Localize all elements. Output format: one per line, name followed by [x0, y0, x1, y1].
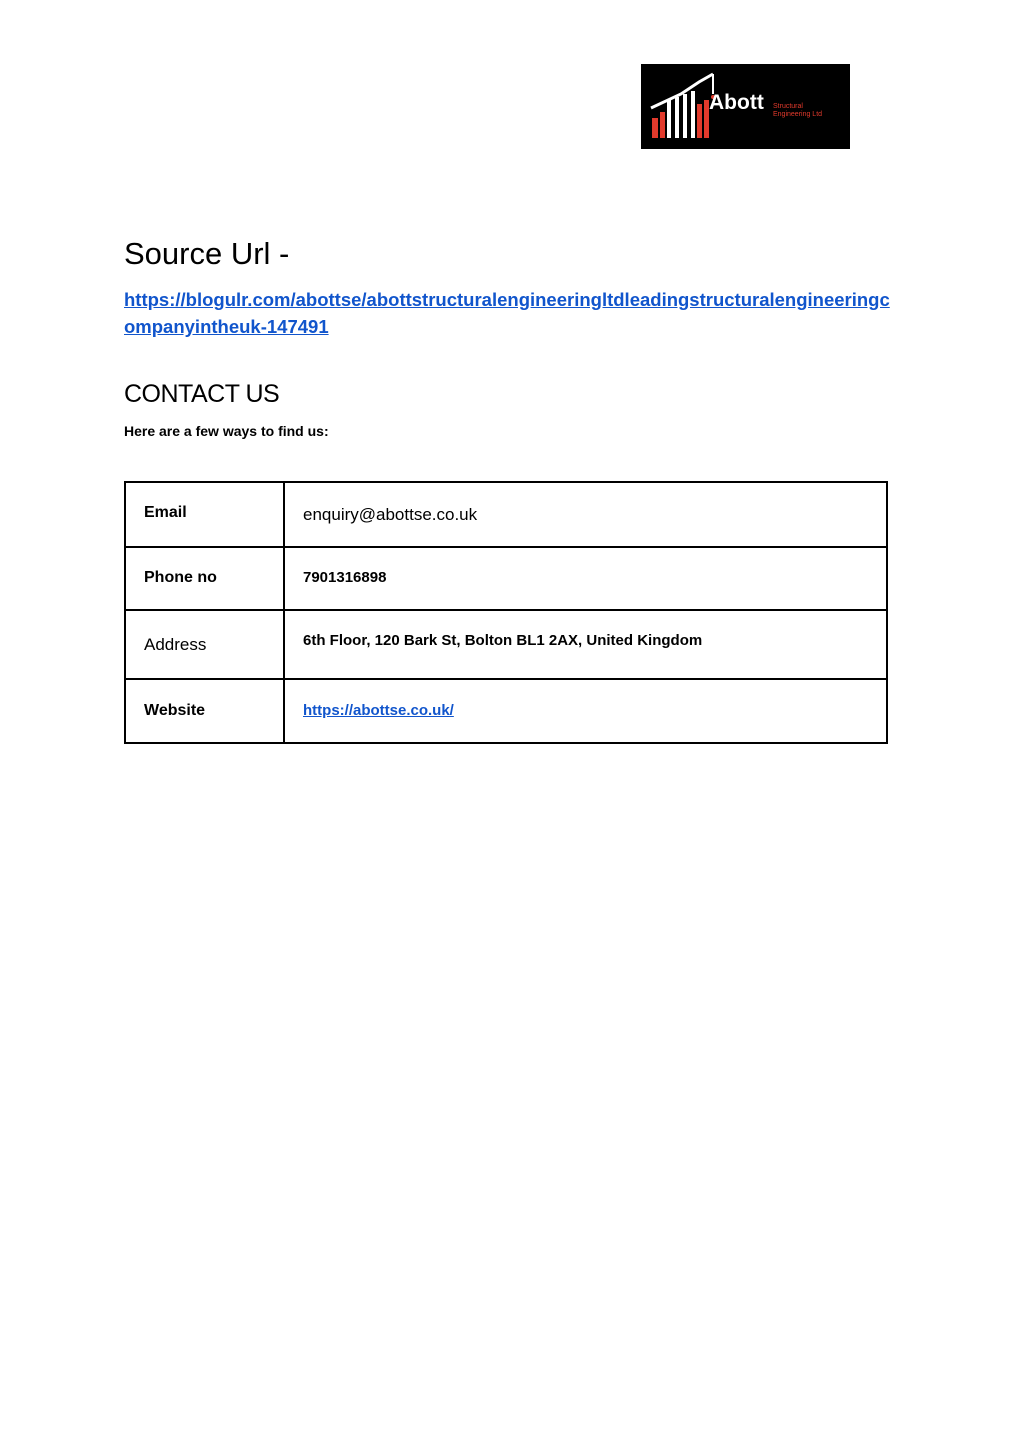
contact-subheading: Here are a few ways to find us: — [124, 423, 329, 439]
phone-value-cell — [284, 547, 887, 610]
source-url-link[interactable]: https://blogulr.com/abottse/abottstructuralengineeringltdleadingstructuralengineeringcompanyintheuk-147491 — [124, 289, 890, 337]
website-label-cell — [125, 679, 284, 743]
address-label: Address — [144, 635, 207, 654]
table-row — [125, 679, 887, 743]
table-row — [125, 610, 887, 679]
website-value-cell — [284, 679, 887, 743]
company-logo — [641, 64, 850, 149]
contact-heading: CONTACT US — [124, 380, 280, 408]
logo-tagline-line1: Structural — [773, 103, 803, 110]
logo-tagline-line2: Engineering Ltd — [773, 111, 823, 118]
address-value-cell — [284, 610, 887, 679]
address-value: 6th Floor, 120 Bark St, Bolton BL1 2AX, United Kingdom — [303, 632, 703, 649]
website-label: Website — [144, 702, 206, 719]
email-label-cell — [125, 482, 284, 547]
email-value-cell — [284, 482, 887, 547]
email-value[interactable]: enquiry@abottse.co.uk — [303, 505, 478, 524]
phone-label: Phone no — [144, 569, 217, 586]
email-label: Email — [144, 504, 187, 521]
website-link[interactable]: https://abottse.co.uk/ — [303, 702, 454, 719]
table-row — [125, 482, 887, 547]
logo-tagline — [773, 103, 843, 119]
source-url-heading: Source Url - — [124, 236, 290, 271]
address-label-cell — [125, 610, 284, 679]
logo-name: Abott — [709, 91, 764, 114]
phone-label-cell — [125, 547, 284, 610]
phone-value: 7901316898 — [303, 569, 387, 586]
contact-table — [124, 481, 888, 744]
table-row — [125, 547, 887, 610]
